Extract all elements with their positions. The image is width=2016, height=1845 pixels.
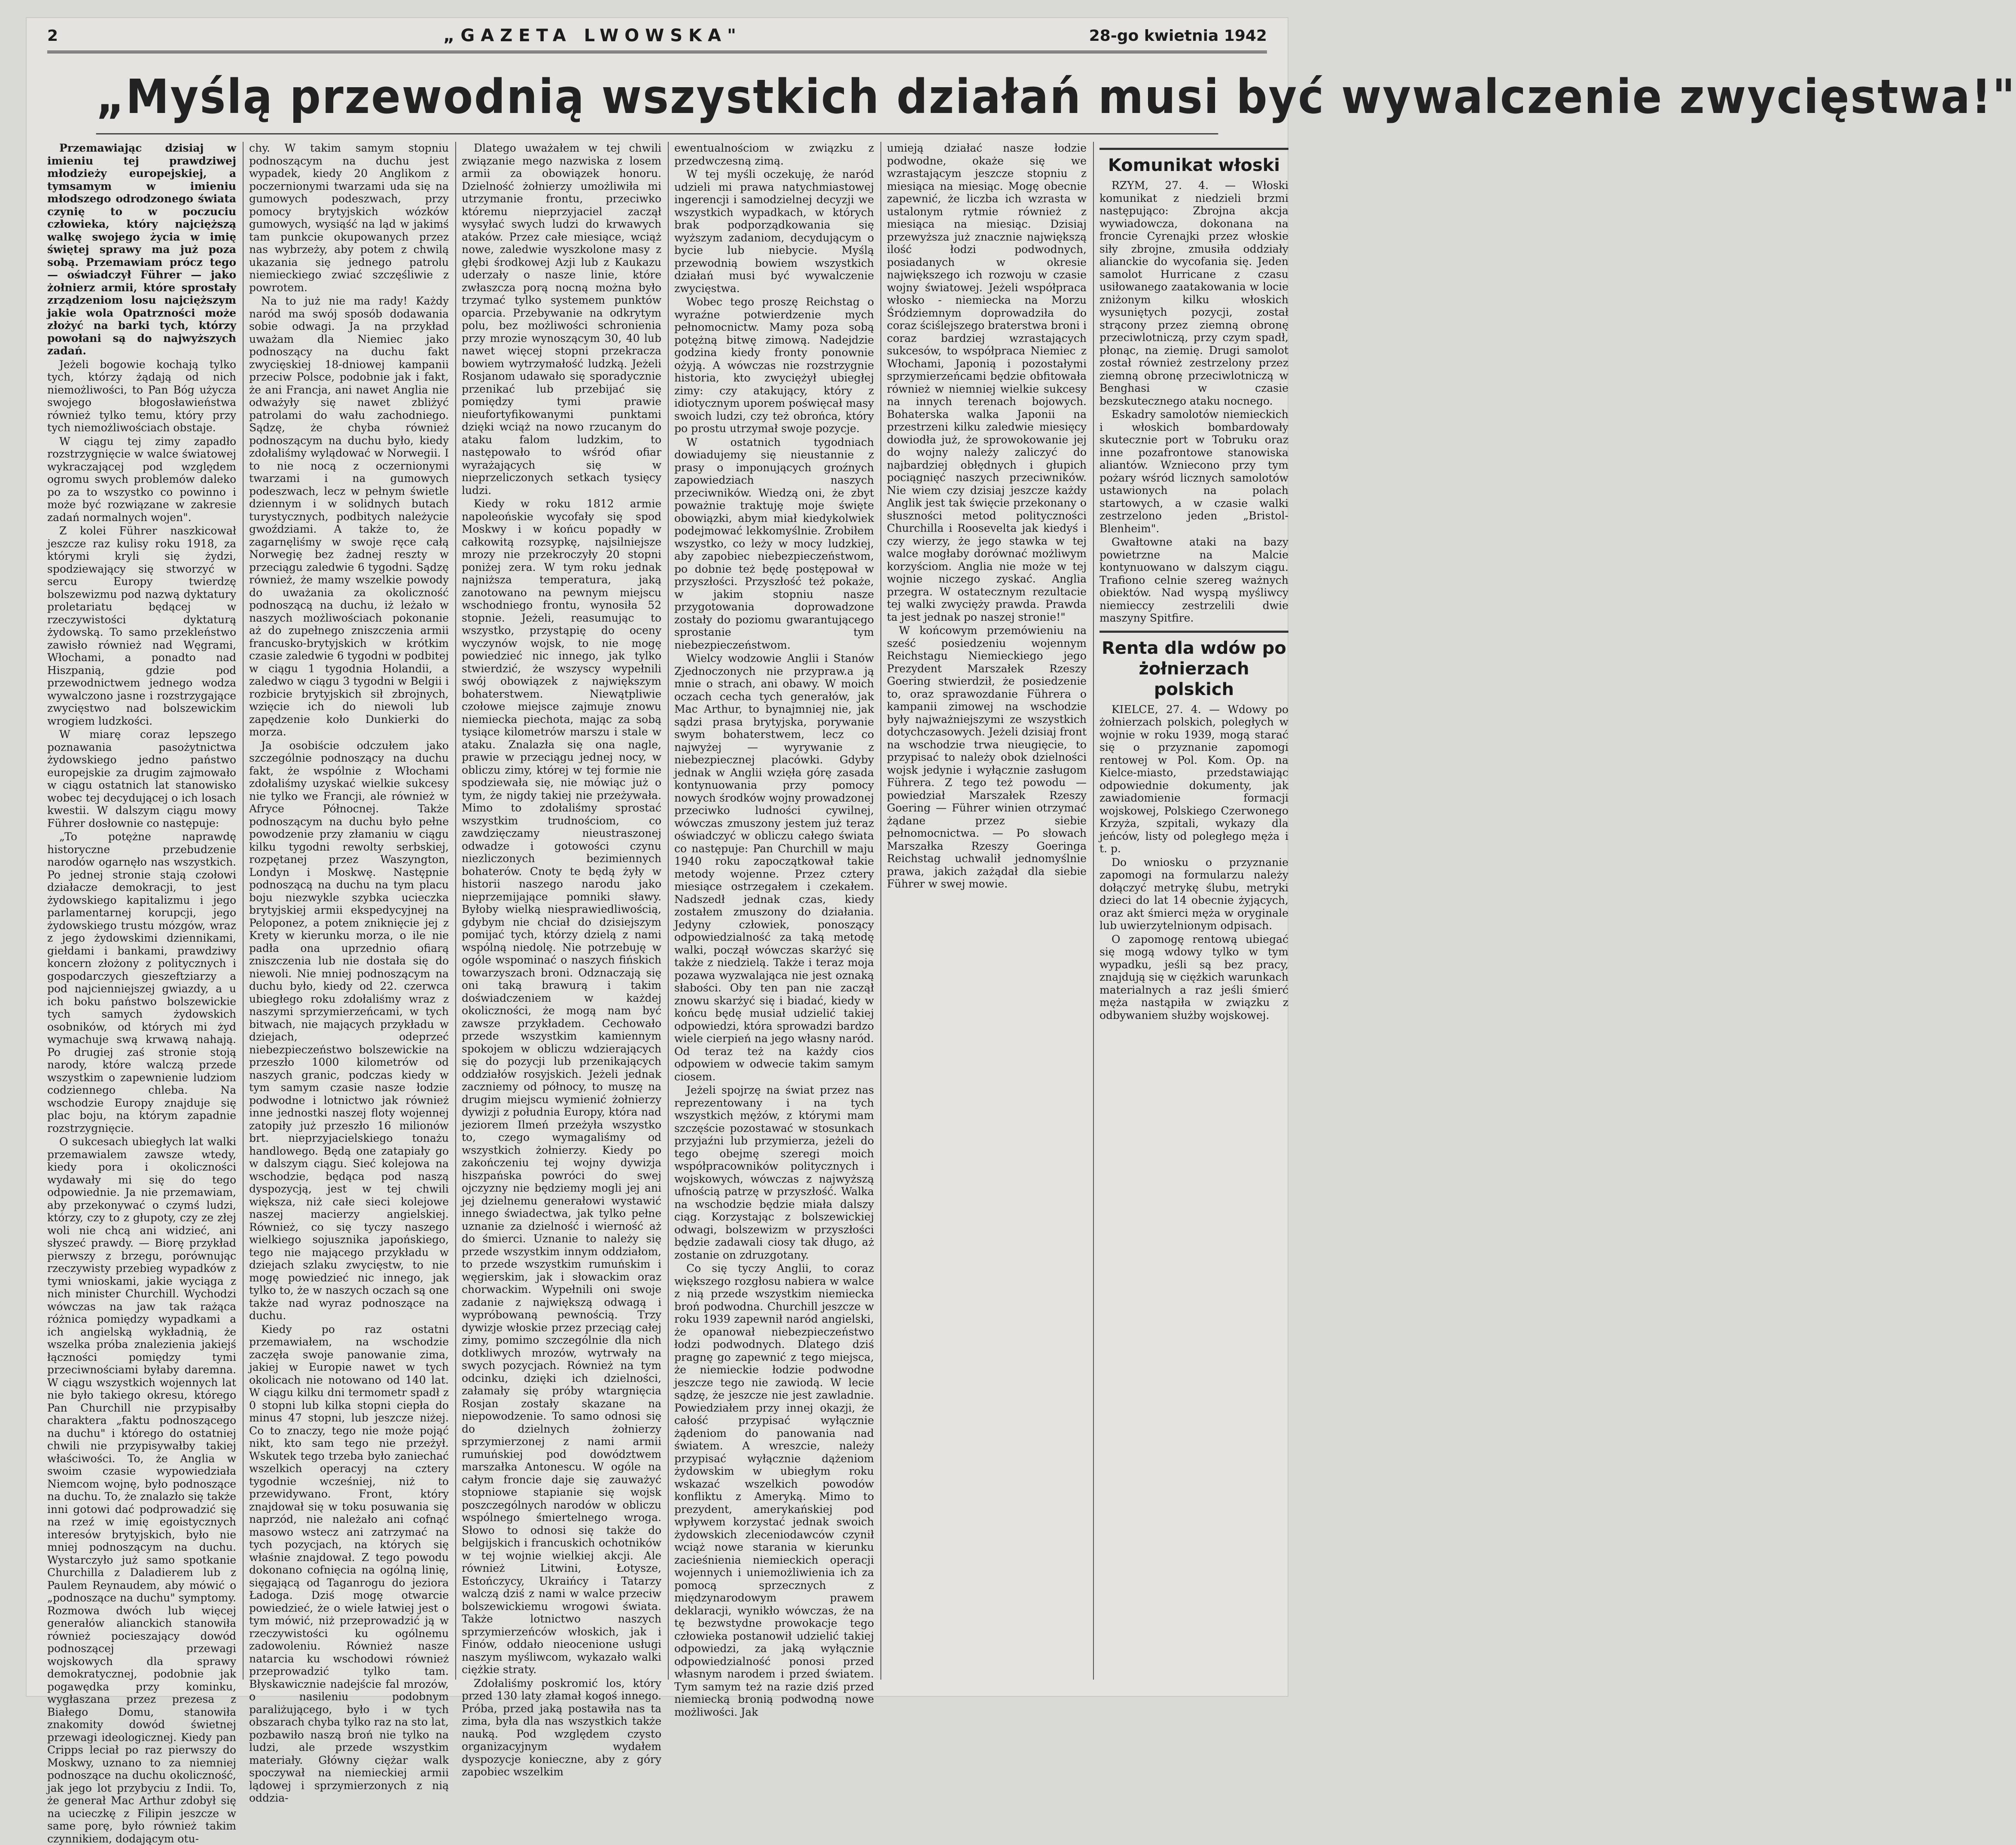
newspaper-page bbox=[26, 17, 2016, 1845]
paragraph: W ciągu tej zimy zapadło rozstrzygnięcie w walce światowej wykraczającej pod względem ogromu swych problemów daleko po za to wszystko co powinno i może być rozwiązane w zakresie zadań normalnych wojen". bbox=[47, 435, 236, 524]
paragraph: umieją działać nasze łodzie podwodne, okaże się we wzrastającym jeszcze stopniu z miesiąca na miesiąc. Mogę obecnie zapewnić, że liczba ich wzrasta w ustalonym rytmie również z miesiąca na miesiąc. Dzisiaj przewyższa już znacznie największą ilość łodzi podwodnych, posiadanych w okresie największego ich rozwoju w czasie wojny światowej. Jeżeli współpraca włosko - niemiecka na Morzu Śródziemnym doprowadziła do coraz ściślejszego braterstwa broni i coraz bardziej wzrastających sukcesów, to współpraca Niemiec z Włochami, Japonią i pozostałymi sprzymierzeńcami będzie obfitowała również w niemniej wielkie sukcesy na innych terenach bojowych. Bohaterska walka Japonii na przestrzeni kilku zaledwie miesięcy dowiodła już, że sprowokowanie jej do wojny należy zaliczyć do najbardziej obłędnych i głupich pociągnięć naszych przeciwników. Nie wiem czy dzisiaj jeszcze każdy Anglik jest tak święcie przekonany o słuszności metod polityczności Churchilla i Roosevelta jak kiedyś i czy wierzy, że jego stawka w tej walce mogłaby dorównać możliwym korzyściom. Anglia nie może w tej wojnie niczego zyskać. Anglia przegra. W ostatecznym rezultacie tej walki zwycięży prawda. Prawda ta jest jednak po naszej stronie!" bbox=[887, 142, 1087, 623]
paragraph: W miarę coraz lepszego poznawania pasożytnictwa żydowskiego jedno państwo europejskie za drugim zajmowało w ciągu ostatnich lat stanowisko wobec tej decydującej o ich losach kwestii. W dalszym ciągu mowy Führer dosłownie co następuje: bbox=[47, 728, 236, 829]
paragraph: Na to już nie ma rady! Każdy naród ma swój sposób dodawania sobie odwagi. Ja na przykład uważam dla Niemiec jako podnoszący na duchu fakt zwycięskiej 18-dniowej kampanii przeciw Polsce, podobnie jak i fakt, że ani Francja, ani nawet Anglia nie odważyły się nawet zbliżyć patrolami do wału zachodniego. Sądzę, że chyba również podnoszącym na duchu było, kiedy zdołaliśmy wylądować w Norwegii. I to nie nocą z oczernionymi twarzami i na gumowych podeszwach, lecz w pełnym świetle dziennym i w solidnych butach turystycznych, podbitych należycie gwoździami. A także to, że zagarnęliśmy w swoje ręce całą Norwegię bez żadnej reszty w przeciągu zaledwie 6 tygodni. Sądzę również, że mamy wszelkie powody do uważania za okoliczność podnoszącą na duchu, iż leżało w naszych możliwościach pokonanie aż do zupełnego zniszczenia armii francusko-brytyjskich w krótkim czasie zaledwie 6 tygodni w podbitej w ciągu 1 tygodnia Holandii, a zaledwo w ciągu 3 tygodni w Belgii i rozbicie brytyjskich sił zbrojnych, wzięcie ich do niewoli lub zapędzenie koło Dunkierki do morza. bbox=[249, 295, 449, 738]
italian-communique-title: Komunikat włoski bbox=[1108, 156, 1280, 175]
paragraph: ewentualnościom w związku z przedwczesną zimą. bbox=[674, 142, 874, 167]
column-1 bbox=[47, 142, 236, 1845]
paragraph: RZYM, 27. 4. — Włoski komunikat z niedzieli brzmi następująco: Zbrojna akcja wywiadowcza, dokonana na froncie Cyrenajki przez włoskie siły zbrojne, zmusiła oddziały alianckie do wycofania się. Jeden samolot Hurricane z czasu usiłowanego zaatakowania w locie zniżonym kilku włoskich wysuniętych pozycji, został strącony przez ziemną obronę przeciwlotniczą, przy czym spadł, płonąc, na ziemię. Drugi samolot został również zestrzelony przez ziemną obronę przeciwlotniczą w Benghasi w czasie bezskutecznego ataku nocnego. bbox=[1099, 179, 1288, 407]
box-rule bbox=[1099, 148, 1288, 150]
paragraph: Wielcy wodzowie Anglii i Stanów Zjednoczonych nie przypraw.a ją mnie o strach, ani obawy. W moich oczach cecha tych generałów, jak Mac Arthur, to bynajmniej nie, jak sądzi prasa brytyjska, porywanie swym bohaterstwem, lecz co najwyżej — wyrywanie z niebezpiecznej placówki. Gdyby jednak w Anglii wzięła górę zasada kontynuowania przy pomocy nowych środków wojny prowadzonej przeciwko ludności cywilnej, wówczas zmuszony jestem już teraz oświadczyć w obliczu całego świata co następuje: Pan Churchill w maju 1940 roku zapoczątkował takie metody wojenne. Przez cztery miesiące ostrzegałem i czekałem. Nadszedł jednak czas, kiedy zostałem zmuszony do działania. Jedyny człowiek, ponoszący odpowiedzialność za taką metodę walki, począł wówczas skarżyć się także z niedzielą. Także i teraz moja pozawa wyzwalająca nie jest oznaką słabości. Oby ten pan nie zaczął znowu skarżyć się i biadać, kiedy w końcu będę musiał udzielić takiej odpowiedzi, która sprowadzi bardzo wiele cierpień na jego własny naród. Od teraz też na każdy cios odpowiem w odwecie takim samym ciosem. bbox=[674, 652, 874, 1083]
column-divider bbox=[243, 142, 244, 1680]
newspaper-name: „GAZETA LWOWSKA" bbox=[443, 26, 742, 46]
headline: „Myślą przewodnią wszystkich działań musi być wywalczenie zwycięstwa!" bbox=[96, 60, 1218, 134]
paragraph: O zapomogę rentową ubiegać się mogą wdowy tylko w tym wypadku, jeśli są bez pracy, znajdują się w ciężkich warunkach materialnych a raz jeśli śmierć męża nastąpiła w związku z odbywaniem służby wojskowej. bbox=[1099, 933, 1288, 1022]
paragraph: KIELCE, 27. 4. — Wdowy po żołnierzach polskich, poległych w wojnie w roku 1939, mogą starać się o przyznanie zapomogi rentowej w Pol. Kom. Op. na Kielce-miasto, przedstawiając odpowiednie dokumenty, jak zawiadomienie formacji wojskowej, Polskiego Czerwonego Krzyża, szpitali, wykazy dla jeńców, listy od poległego męża i t. p. bbox=[1099, 703, 1288, 855]
paragraph: Jeżeli bogowie kochają tylko tych, którzy żądają od nich niemożliwości, to Pan Bóg użycza swojego błogosławieństwa również tylko temu, który przy tych niemożliwościach obstaje. bbox=[47, 358, 236, 434]
column-divider bbox=[1093, 142, 1094, 1680]
paragraph: W ostatnich tygodniach dowiadujemy się nieustannie z prasy o imponujących groźnych zapowiedziach naszych przeciwników. Wiedzą oni, że zbyt poważnie traktuję moje święte obowiązki, abym miał kiedykolwiek podejmować lekkomyślnie. Zrobiłem wszystko, co leży w mocy ludzkiej, aby zapobiec niebezpieczeństwom, po dobnie też będę postępował w przyszłości. Przyszłość też pokaże, w jakim stopniu nasze przygotowania doprowadzone zostały do poziomu gwarantującego sprostanie tym niebezpieczeństwom. bbox=[674, 436, 874, 651]
paragraph: Z kolei Führer naszkicował jeszcze raz kulisy roku 1918, za którymi kryli się żydzi, spodziewający się stworzyć w sercu Europy twierdzę bolszewizmu pod nazwą dyktatury proletariatu będącej w rzeczywistości dyktaturą żydowską. To samo przekleństwo zawisło również nad Węgrami, Włochami, a ponadto nad Hiszpanią, gdzie pod przewodnictwem jednego wodza wywalczono jasne i rozstrzygające zwycięstwo nad bolszewickim wrogiem ludzkości. bbox=[47, 525, 236, 727]
paragraph: W tej myśli oczekuję, że naród udzieli mi prawa natychmiastowej ingerencji i samodzielnej decyzji we wszystkich wypadkach, w których brak podporządkowania się wyższym zadaniom, decydującym o bycie lub niebycie. Myślą przewodnią bowiem wszystkich działań musi być wywalczenie zwycięstwa. bbox=[674, 168, 874, 295]
widows-pension-title: Renta dla wdów po żołnierzach polskich bbox=[1102, 638, 1286, 699]
paragraph: O sukcesach ubiegłych lat walki przemawialem zawsze wtedy, kiedy pora i okoliczności wydawały mi się do tego odpowiednie. Ja nie przemawiam, aby przekonywać o czymś ludzi, którzy, czy to z głupoty, czy ze złej woli nie chcą ani widzieć, ani słyszeć prawdy. — Biorę przykład pierwszy z brzegu, porównując rzeczywisty przebieg wypadków z tymi wnioskami, jakie wyciąga z nich minister Churchill. Wychodzi wówczas na jaw tak rażąca różnica pomiędzy wypadkami a ich angielską wykładnią, że wszelka próba znalezienia jakiejś łączności pomiędzy tymi przeciwnościami byłaby daremna. W ciągu wszystkich wojennych lat nie było takiego okresu, którego Pan Churchill nie przypisałby charaktera „faktu podnoszącego na duchu" i którego do ostatniej chwili nie przypisywałby takiej właściwości. To, że Anglia w swoim czasie wypowiedziała Niemcom wojnę, było podnoszące na duchu. To, że znalazło się także inni gotowi dać podprowadzić się na rzeź w imię egoistycznych interesów brytyjskich, było nie mniej podnoszącym na duchu. Wystarczyło już samo spotkanie Churchilla z Daladierem lub z Paulem Reynaudem, aby mówić o „podnoszące na duchu" symptomy. Rozmowa dwóch lub więcej generałów alianckich stanowiła również pocieszający dowód podnoszącej przewagi wojskowych dla sprawy demokratycznej, podobnie jak pogawędka przy kominku, wygłaszana przez prezesa z Białego Domu, stanowiła znakomity dowód świetnej przewagi ideologicznej. Kiedy pan Cripps leciał po raz pierwszy do Moskwy, uznano to za niemniej podnoszące na duchu okoliczność, jak jego lot przybyciu z Indii. To, że generał Mac Arthur zdobył się na ucieczkę z Filipin jeszcze w same porę, było również takim czynnikiem, dodającym otu- bbox=[47, 1135, 236, 1845]
column-divider bbox=[455, 142, 456, 1680]
paragraph: Kiedy w roku 1812 armie napoleońskie wycofały się spod Moskwy i w końcu popadły w całkowitą rozsypkę, najsilniejsze mrozy nie przekroczyły 20 stopni poniżej zera. W tym roku jednak najniższa temperatura, jaką zanotowano na pewnym miejscu wschodniego frontu, wynosiła 52 stopnie. Jeżeli, reasumując to wszystko, przystąpię do oceny wyczynów wojsk, to nie mogę powiedzieć nic innego, jak tylko stwierdzić, że wszyscy wypełnili swój obowiązek z największym bohaterstwem. Niewątpliwie czołowe miejsce zajmuje znowu niemiecka piechota, mając za sobą tysiące kilometrów marszu i stale w ataku. Znalazła się ona nagle, prawie w przeciągu jednej nocy, w obliczu zimy, której w tej formie nie spodziewała się, nie mówiąc już o tym, że nigdy takiej nie przeżywała. Mimo to zdołaliśmy sprostać wszystkim trudnościom, co zawdzięczamy nieustraszonej odwadze i gotowości czynu niezliczonych bezimiennych bohaterów. Cnoty te będą żyły w historii naszego narodu jako nieprzemijające pomniki sławy. Byłoby wielką niesprawiedliwością, gdybym nie chciał do dzisiejszym pomijać tych, którzy dzielą z nami wspólną niedolę. Nie potrzebuję w ogóle wspominać o naszych fińskich towarzyszach broni. Odznaczają się oni taką brawurą i takim doświadczeniem w każdej okoliczności, że mogą nam być zawsze przykładem. Cechowało przede wszystkim kamiennym spokojem w obliczu wdzierających się do pozycji lub przenikających oddziałów rosyjskich. Jeżeli jednak zaczniemy od północy, to muszę na drugim miejscu wymienić żołnierzy dywizji z południa Europy, która nad jeziorem Ilmeń przeżyła wszystko to, czego wymagaliśmy od wszystkich żołnierzy. Kiedy po zakończeniu tej wojny dywizja hiszpańska powróci do swej ojczyzny nie będziemy mogli jej ani jej dzielnemu generałowi wystawić innego świadectwa, jak tylko pełne uznanie za dzielność i wierność aż do śmierci. Uznanie to należy się przede wszystkim innym oddziałom, to przede wszystkim rumuńskim i węgierskim, jak i słowackim oraz chorwackim. Wypełnili oni swoje zadanie z największą odwagą i wypróbowaną pewnością. Trzy dywizje włoskie przez przeciąg całej zimy, pomimo szczególnie dla nich dotkliwych mrozów, wytrwały na swych pozycjach. Również na tym odcinku, dzięki ich dzielności, załamały się próby wtargnięcia Rosjan zostały skazane na niepowodzenie. To samo odnosi się do dzielnych żołnierzy sprzymierzonej z nami armii rumuńskiej pod dowództwem marszałka Antonescu. W ogóle na całym froncie daje się zauważyć stopniowe stapianie się wojsk poszczególnych narodów w obliczu wspólnego śmiertelnego wroga. Słowo to odnosi się także do belgijskich i francuskich ochotników w tej wojnie wielkiej akcji. Ale również Litwini, Łotysze, Estończycy, Ukraińcy i Tatarzy walczą dziś z nami w walce przeciw bolszewickiemu wrogowi świata. Także lotnictwo naszych sprzymierzeńców włoskich, jak i Finów, oddało nieocenione usługi naszym myśliwcom, wykazało walki ciężkie straty. bbox=[462, 497, 661, 1676]
paragraph: „To potężne naprawdę historyczne przebudzenie narodów ogarnęło nas wszystkich. Po jednej stronie stają czołowi działacze demokracji, to jest żydowskiego kapitalizmu i jego parlamentarnej korupcji, jego żydowskiego trustu mózgów, wraz z jego żydowskimi dziennikami, giełdami i bankami, prawdziwy koncern złożony z politycznych i gospodarczych gieszeftziarzy a pod najcienniejszej gwiazdy, a u ich boku państwo bolszewickie tych samych żydowskich osobników, od których mi żyd wymachuje swą krwawą nahają. Po drugiej zaś stronie stoją narody, które walczą przede wszystkim o zapewnienie ludziom codziennego chleba. Na wschodzie Europy znajduje się plac boju, na którym zapadnie rozstrzygnięcie. bbox=[47, 830, 236, 1134]
paragraph: Dlatego uważałem w tej chwili związanie mego nazwiska z losem armii za obowiązek honoru. Dzielność żołnierzy umożliwiła mi utrzymanie frontu, przeciwko któremu nieprzyjaciel zaczął wysyłać swych ludzi do krwawych ataków. Przez całe miesiące, wciąż nowe, zaledwie wyszkolone masy z głębi środkowej Azji lub z Kaukazu uderzały o nasze linie, które zwłaszcza porą nocną można było trzymać tylko systemem punktów oparcia. Przebywanie na odkrytym polu, bez możliwości schronienia przy mrozie wynoszącym 30, 40 lub nawet więcej stopni przekracza bowiem wytrzymałość ludzką. Jeżeli Rosjanom udawało się sporadycznie przenikać lub przebijać się pomiędzy tymi prawie nieufortyfikowanymi punktami dzięki wciąż na nowo rzucanym do ataku falom ludzkim, to następowało to wśród ofiar wyrażających się w nieprzeliczonych setkach tysięcy ludzi. bbox=[462, 142, 661, 497]
column-2 bbox=[249, 142, 449, 1804]
column-divider bbox=[668, 142, 669, 1680]
paragraph: Do wniosku o przyznanie zapomogi na formularzu należy dołączyć metrykę ślubu, metryki dzieci do lat 14 obecnie żyjących, oraz akt śmierci męża w oryginale lub uwierzytelnionym odpisach. bbox=[1099, 856, 1288, 932]
column-4 bbox=[674, 142, 874, 1718]
issue-date: 28-go kwietnia 1942 bbox=[1089, 27, 1267, 45]
column-5 bbox=[887, 142, 1087, 1688]
paragraph: Przemawiając dzisiaj w imieniu tej prawdziwej młodzieży europejskiej, a tymsamym w imieniu młodszego odrodzonego świata czynię to w poczuciu człowieka, który najcięższą walkę swojego życia w imię świętej sprawy ma już poza sobą. Przemawiam prócz tego — oświadczył Führer — jako żołnierz armii, które sprostały zrządzeniom losu najcięższym jakie wola Opatrzności może złożyć na barki tych, którzy powołani są do najwyższych zadań. bbox=[47, 142, 236, 357]
box-rule bbox=[1099, 631, 1288, 633]
paragraph: Wobec tego proszę Reichstag o wyraźne potwierdzenie mych pełnomocnictw. Mamy poza sobą potężną bitwę zimową. Nadejdzie godzina kiedy fronty ponownie ożyją. A wówczas nie rozstrzygnie historia, kto zwyciężył ubiegłej zimy: czy atakujący, który z idiotycznym uporem poświęcał masy swoich ludzi, czy też obrońca, który po prostu utrzymał swoje pozycje. bbox=[674, 296, 874, 435]
paragraph: Co się tyczy Anglii, to coraz większego rozgłosu nabiera w walce z nią przede wszystkim niemiecka broń podwodna. Churchill jeszcze w roku 1939 zapewnił naród angielski, że opanował niebezpieczeństwo łodzi podwodnych. Dlatego dziś pragnę go zapewnić z tego miejsca, że niemieckie łodzie podwodne jeszcze tego nie zawiodą. W lecie sądzę, że jeszcze nie jest zawladnie. Powiedziałem przy innej okazji, że całość przypisać wyłącznie żądeniom do panowania nad światem. A wreszcie, należy przypisać wyłącznie dążeniom żydowskim w ubiegłym roku wskazać wszelkich powodów konfliktu z Ameryką. Mimo to prezydent, amerykańskiej pod wpływem korzystać jednak swoich żydowskich zleceniodawców czynił wciąż nowe starania w kierunku zacieśnienia niemieckich operacji wojennych i uniemożliwienia ich za pomocą sprzecznych z międzynarodowym prawem deklaracji, wynikło wówczas, że na tę bezwstydne prowokacje tego człowieka postanowił udzielić takiej odpowiedzi, za jaką wyłącznie odpowiedzialność ponosi przed własnym narodem i przed światem. Tym samym też na razie dziś przed niemiecką bronią podwodną nowe możliwości. Jak bbox=[674, 1262, 874, 1718]
column-divider bbox=[880, 142, 881, 1680]
paragraph: Kiedy po raz ostatni przemawiałem, na wschodzie zaczęła swoje panowanie zima, jakiej w Europie nawet w tych okolicach nie notowano od 140 lat. W ciągu kilku dni termometr spadł z 0 stopni lub kilka stopni ciepła do minus 47 stopni, lub jeszcze niżej. Co to znaczy, tego nie może pojąć nikt, kto sam tego nie przeżył. Wskutek tego trzeba było zaniechać wszelkich operacyj na cztery tygodnie wcześniej, niż to przewidywano. Front, który znajdował się w toku posuwania się naprzód, nie należało ani cofnąć masowo wstecz ani zatrzymać na tych pozycjach, na których się właśnie znajdował. Z tego powodu dokonano cofnięcia na ogólną linię, sięgającą od Taganrogu do jeziora Ładoga. Dziś mogę otwarcie powiedzieć, że o wiele łatwiej jest o tym mówić, niż przeprowadzić ją w rzeczywistości ku ogólnemu zadowoleniu. Również nasze natarcia ku wschodowi również przeprowadzić tylko tam. Błyskawicznie nadejście fal mrozów, o nasileniu podobnym paraliżującego, było i w tych obszarach chyba tylko raz na sto lat, pozbawiło naszą broń nie tylko na ludzi, ale przede wszystkim materiały. Główny ciężar walk spoczywał na niemieckiej armii lądowej i sprzymierzonych z nią oddzia- bbox=[249, 1323, 449, 1804]
masthead bbox=[47, 21, 1267, 53]
paragraph: Zdołaliśmy poskromić los, który przed 130 laty złamał kogoś innego. Próba, przed jaką postawiła nas ta zima, była dla nas wszystkich także nauką. Pod względem czysto organizacyjnym wydałem dyspozycje konieczne, aby z góry zapobiec wszelkim bbox=[462, 1677, 661, 1778]
paragraph: Jeżeli spojrzę na świat przez nas reprezentowany i na tych wszystkich mężów, z którymi mam szczęście pozostawać w stosunkach przyjaźni lub przymierza, jeżeli do tego obejmę szeregi moich współpracowników politycznych i wojskowych, wówczas z najwyższą ufnością patrzę w przyszłość. Walka na wschodzie będzie miała dalszy ciąg. Korzystając z bolszewickiej odwagi, bolszewizm w przyszłości będzie zadawali ciosy tak długo, aż zostanie on zdruzgotany. bbox=[674, 1084, 874, 1261]
paragraph: chy. W takim samym stopniu podnoszącym na duchu jest wypadek, kiedy 20 Anglikom z poczernionymi twarzami uda się na gumowych podeszwach, przy pomocy brytyjskich wózków gumowych, wysiąść na ląd w jakimś tam punkcie okupowanych przez nas wybrzeży, aby potem z chwilą ukazania się jednego patrolu niemieckiego zwiać szczęśliwie z powrotem. bbox=[249, 142, 449, 294]
column-3 bbox=[462, 142, 661, 1778]
paragraph: Eskadry samolotów niemieckich i włoskich bombardowały skutecznie port w Tobruku oraz inne pozafrontowe stanowiska aliantów. Wzniecono przy tym pożary wśród licznych samolotów ustawionych na polach startowych, a w czasie walki zestrzelono jeden „Bristol-Blenheim". bbox=[1099, 408, 1288, 535]
paragraph: Ja osobiście odczułem jako szczególnie podnoszący na duchu fakt, że wspólnie z Włochami zdołaliśmy uzyskać wielkie sukcesy nie tylko we Francji, ale również w Afryce Północnej. Także podnoszącym na duchu było pełne powodzenie przy złamaniu w ciągu kilku tygodni rewolty serbskiej, rozpętanej przez Waszyngton, Londyn i Moskwę. Następnie podnoszącą na duchu na tym placu boju niezwykle szybka ucieczka brytyjskiej armii ekspedycyjnej na Peloponez, a potem zniknięcie jej z Krety w kierunku morza, o ile nie padła ona uprzednio ofiarą zniszczenia lub nie dostała się do niewoli. Nie mniej podnoszącym na duchu było, kiedy od 22. czerwca ubiegłego roku zdołaliśmy wraz z naszymi sprzymierzeńcami, w tych bitwach, nie mających przykładu w dziejach, odeprzeć niebezpieczeństwo bolszewickie na przeszło 1000 kilometrów od naszych granic, podczas kiedy w tym samym czasie nasze łodzie podwodne i lotnictwo jak również inne jednostki naszej floty wojennej zatopiły już przeszło 16 milionów brt. nieprzyjacielskiego tonażu handlowego. Będą one zatapiały go w dalszym ciągu. Sieć kolejowa na wschodzie, będąca pod naszą dyspozycją, jest w tej chwili większa, niż całe sieci kolejowe naszej macierzy angielskiej. Również, co się tyczy naszego wielkiego sojusznika japońskiego, tego nie mającego przykładu w dziejach szlaku zwycięstw, to nie mogę powiedzieć nic innego, jak tylko to, że w naszych oczach są one także nad wyraz podnoszące na duchu. bbox=[249, 739, 449, 1322]
paragraph: Gwałtowne ataki na bazy powietrzne na Malcie kontynuowano w dalszym ciągu. Trafiono celnie szereg ważnych obiektów. Nad wyspą myśliwcy niemieccy zestrzelili dwie maszyny Spitfire. bbox=[1099, 536, 1288, 624]
column-6 bbox=[1099, 142, 1288, 1688]
page-number: 2 bbox=[47, 27, 59, 45]
paragraph: W końcowym przemówieniu na sześć posiedzeniu wojennym Reichstagu Niemieckiego jego Prezydent Marszałek Rzeszy Goering stwierdził, że posiedzenie to, oraz sprawozdanie Führera o kampanii zimowej na wschodzie były najważniejszymi ze wszystkich dotychczasowych. Jeżeli dzisiaj front na wschodzie trwa nieugięcie, to przypisać to należy obok dzielności wojsk jedynie i wyłącznie zasługom Führera. Z tego też powodu — powiedział Marszałek Rzeszy Goering — Führer winien otrzymać żądane przez siebie pełnomocnictwa. — Po słowach Marszałka Rzeszy Goeringa Reichstag uchwalił jednomyślnie prawa, jakich zażądał dla siebie Führer w swej mowie. bbox=[887, 624, 1087, 890]
